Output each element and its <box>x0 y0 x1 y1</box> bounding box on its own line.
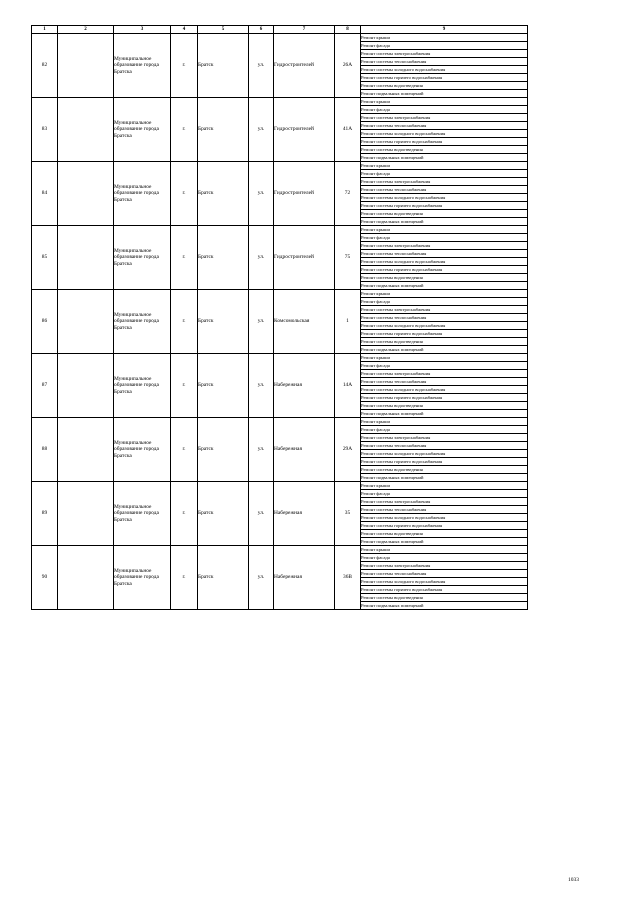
empty-cell-cell <box>58 546 114 610</box>
locality-type-cell: г. <box>171 34 198 98</box>
row-number-cell: 82 <box>32 34 58 98</box>
work-item-cell: Ремонт системы электроснабжения <box>361 434 528 442</box>
work-item-cell: Ремонт системы электроснабжения <box>361 242 528 250</box>
locality-type-cell: г. <box>171 418 198 482</box>
work-item-cell: Ремонт системы холодного водоснабжения <box>361 130 528 138</box>
work-item-cell: Ремонт системы теплоснабжения <box>361 570 528 578</box>
work-item-cell: Ремонт системы водоотведения <box>361 82 528 90</box>
empty-cell-cell <box>58 98 114 162</box>
work-item-cell: Ремонт крыши <box>361 162 528 170</box>
table-row <box>32 482 528 490</box>
work-item-cell: Ремонт системы холодного водоснабжения <box>361 258 528 266</box>
locality-type-cell: г. <box>171 162 198 226</box>
work-item-cell: Ремонт крыши <box>361 98 528 106</box>
work-item-cell: Ремонт системы электроснабжения <box>361 50 528 58</box>
work-item-cell: Ремонт крыши <box>361 482 528 490</box>
work-item-cell: Ремонт крыши <box>361 290 528 298</box>
work-item-cell: Ремонт системы электроснабжения <box>361 498 528 506</box>
house-number-cell: 26А <box>335 34 361 98</box>
row-number-cell: 86 <box>32 290 58 354</box>
work-item-cell: Ремонт системы водоотведения <box>361 594 528 602</box>
row-number-cell: 85 <box>32 226 58 290</box>
street-type-cell: ул. <box>249 418 274 482</box>
table-row <box>32 418 528 426</box>
table-row <box>32 162 528 170</box>
city-cell: Братск <box>198 418 249 482</box>
municipality-cell: Муниципальное образование города Братска <box>114 290 171 354</box>
house-number-cell: 29А <box>335 418 361 482</box>
street-cell: Набережная <box>274 546 335 610</box>
house-number-cell: 35 <box>335 482 361 546</box>
street-type-cell: ул. <box>249 98 274 162</box>
work-item-cell: Ремонт системы теплоснабжения <box>361 378 528 386</box>
empty-cell-cell <box>58 418 114 482</box>
work-item-cell: Ремонт системы электроснабжения <box>361 114 528 122</box>
house-number-cell: 41А <box>335 98 361 162</box>
work-item-cell: Ремонт системы холодного водоснабжения <box>361 450 528 458</box>
street-cell: Комсомольская <box>274 290 335 354</box>
empty-cell-cell <box>58 34 114 98</box>
page-number: 1033 <box>568 877 579 883</box>
work-item-cell: Ремонт подвальных помещений <box>361 90 528 98</box>
work-item-cell: Ремонт фасада <box>361 426 528 434</box>
work-item-cell: Ремонт системы водоотведения <box>361 146 528 154</box>
work-item-cell: Ремонт системы горячего водоснабжения <box>361 586 528 594</box>
work-item-cell: Ремонт системы теплоснабжения <box>361 250 528 258</box>
municipality-cell: Муниципальное образование города Братска <box>114 98 171 162</box>
city-cell: Братск <box>198 290 249 354</box>
work-item-cell: Ремонт системы водоотведения <box>361 530 528 538</box>
work-item-cell: Ремонт подвальных помещений <box>361 346 528 354</box>
work-item-cell: Ремонт системы горячего водоснабжения <box>361 394 528 402</box>
street-cell: Гидростроителей <box>274 226 335 290</box>
table-row <box>32 34 528 42</box>
row-number-cell: 84 <box>32 162 58 226</box>
work-item-cell: Ремонт системы водоотведения <box>361 210 528 218</box>
column-header-1: 1 <box>32 26 58 34</box>
work-item-cell: Ремонт системы горячего водоснабжения <box>361 522 528 530</box>
work-item-cell: Ремонт фасада <box>361 298 528 306</box>
work-item-cell: Ремонт фасада <box>361 554 528 562</box>
row-number-cell: 89 <box>32 482 58 546</box>
empty-cell-cell <box>58 290 114 354</box>
column-header-4: 4 <box>171 26 198 34</box>
house-number-cell: 75 <box>335 226 361 290</box>
house-number-cell: 36В <box>335 546 361 610</box>
street-type-cell: ул. <box>249 34 274 98</box>
work-item-cell: Ремонт системы теплоснабжения <box>361 314 528 322</box>
street-type-cell: ул. <box>249 482 274 546</box>
table-row <box>32 546 528 554</box>
work-item-cell: Ремонт системы горячего водоснабжения <box>361 458 528 466</box>
street-cell: Набережная <box>274 418 335 482</box>
row-number-cell: 88 <box>32 418 58 482</box>
street-type-cell: ул. <box>249 290 274 354</box>
house-number-cell: 72 <box>335 162 361 226</box>
column-header-5: 5 <box>198 26 249 34</box>
work-item-cell: Ремонт системы теплоснабжения <box>361 506 528 514</box>
municipality-cell: Муниципальное образование города Братска <box>114 482 171 546</box>
house-number-cell: 1 <box>335 290 361 354</box>
work-item-cell: Ремонт крыши <box>361 226 528 234</box>
city-cell: Братск <box>198 98 249 162</box>
work-item-cell: Ремонт крыши <box>361 546 528 554</box>
table-row <box>32 226 528 234</box>
work-item-cell: Ремонт подвальных помещений <box>361 218 528 226</box>
work-item-cell: Ремонт системы холодного водоснабжения <box>361 578 528 586</box>
empty-cell-cell <box>58 226 114 290</box>
work-item-cell: Ремонт системы электроснабжения <box>361 370 528 378</box>
municipality-cell: Муниципальное образование города Братска <box>114 354 171 418</box>
work-item-cell: Ремонт фасада <box>361 490 528 498</box>
work-item-cell: Ремонт системы холодного водоснабжения <box>361 194 528 202</box>
city-cell: Братск <box>198 354 249 418</box>
work-item-cell: Ремонт подвальных помещений <box>361 602 528 610</box>
work-item-cell: Ремонт системы горячего водоснабжения <box>361 138 528 146</box>
work-item-cell: Ремонт системы холодного водоснабжения <box>361 386 528 394</box>
work-item-cell: Ремонт системы электроснабжения <box>361 562 528 570</box>
work-item-cell: Ремонт подвальных помещений <box>361 282 528 290</box>
work-item-cell: Ремонт системы теплоснабжения <box>361 442 528 450</box>
work-item-cell: Ремонт системы теплоснабжения <box>361 122 528 130</box>
row-number-cell: 90 <box>32 546 58 610</box>
column-header-2: 2 <box>58 26 114 34</box>
locality-type-cell: г. <box>171 290 198 354</box>
municipality-cell: Муниципальное образование города Братска <box>114 162 171 226</box>
column-header-7: 7 <box>274 26 335 34</box>
work-item-cell: Ремонт системы холодного водоснабжения <box>361 322 528 330</box>
table-row <box>32 354 528 362</box>
work-item-cell: Ремонт системы электроснабжения <box>361 306 528 314</box>
work-item-cell: Ремонт фасада <box>361 42 528 50</box>
work-item-cell: Ремонт крыши <box>361 418 528 426</box>
municipality-cell: Муниципальное образование города Братска <box>114 34 171 98</box>
work-item-cell: Ремонт фасада <box>361 106 528 114</box>
empty-cell-cell <box>58 162 114 226</box>
work-item-cell: Ремонт системы электроснабжения <box>361 178 528 186</box>
street-cell: Набережная <box>274 354 335 418</box>
city-cell: Братск <box>198 482 249 546</box>
work-item-cell: Ремонт системы горячего водоснабжения <box>361 202 528 210</box>
header-row <box>32 26 528 34</box>
house-number-cell: 14А <box>335 354 361 418</box>
table-body <box>32 34 528 610</box>
work-item-cell: Ремонт подвальных помещений <box>361 474 528 482</box>
city-cell: Братск <box>198 34 249 98</box>
municipality-cell: Муниципальное образование города Братска <box>114 546 171 610</box>
empty-cell-cell <box>58 482 114 546</box>
work-item-cell: Ремонт системы горячего водоснабжения <box>361 330 528 338</box>
column-header-9: 9 <box>361 26 528 34</box>
work-item-cell: Ремонт системы холодного водоснабжения <box>361 66 528 74</box>
work-item-cell: Ремонт системы теплоснабжения <box>361 58 528 66</box>
municipality-cell: Муниципальное образование города Братска <box>114 418 171 482</box>
work-item-cell: Ремонт фасада <box>361 234 528 242</box>
city-cell: Братск <box>198 162 249 226</box>
empty-cell-cell <box>58 354 114 418</box>
locality-type-cell: г. <box>171 226 198 290</box>
work-item-cell: Ремонт подвальных помещений <box>361 410 528 418</box>
city-cell: Братск <box>198 546 249 610</box>
street-cell: Набережная <box>274 482 335 546</box>
row-number-cell: 83 <box>32 98 58 162</box>
column-header-6: 6 <box>249 26 274 34</box>
city-cell: Братск <box>198 226 249 290</box>
row-number-cell: 87 <box>32 354 58 418</box>
work-item-cell: Ремонт крыши <box>361 354 528 362</box>
table-row <box>32 98 528 106</box>
work-item-cell: Ремонт фасада <box>361 362 528 370</box>
municipality-cell: Муниципальное образование города Братска <box>114 226 171 290</box>
work-item-cell: Ремонт подвальных помещений <box>361 538 528 546</box>
work-item-cell: Ремонт подвальных помещений <box>361 154 528 162</box>
work-item-cell: Ремонт системы водоотведения <box>361 338 528 346</box>
work-item-cell: Ремонт системы горячего водоснабжения <box>361 266 528 274</box>
street-cell: Гидростроителей <box>274 34 335 98</box>
street-type-cell: ул. <box>249 546 274 610</box>
work-item-cell: Ремонт системы водоотведения <box>361 274 528 282</box>
locality-type-cell: г. <box>171 354 198 418</box>
street-type-cell: ул. <box>249 226 274 290</box>
street-type-cell: ул. <box>249 354 274 418</box>
table-row <box>32 290 528 298</box>
locality-type-cell: г. <box>171 482 198 546</box>
work-item-cell: Ремонт системы теплоснабжения <box>361 186 528 194</box>
column-header-3: 3 <box>114 26 171 34</box>
locality-type-cell: г. <box>171 546 198 610</box>
housing-repair-table <box>31 25 528 610</box>
column-header-8: 8 <box>335 26 361 34</box>
work-item-cell: Ремонт фасада <box>361 170 528 178</box>
work-item-cell: Ремонт системы холодного водоснабжения <box>361 514 528 522</box>
street-type-cell: ул. <box>249 162 274 226</box>
locality-type-cell: г. <box>171 98 198 162</box>
street-cell: Гидростроителей <box>274 162 335 226</box>
work-item-cell: Ремонт крыши <box>361 34 528 42</box>
work-item-cell: Ремонт системы водоотведения <box>361 402 528 410</box>
work-item-cell: Ремонт системы горячего водоснабжения <box>361 74 528 82</box>
work-item-cell: Ремонт системы водоотведения <box>361 466 528 474</box>
street-cell: Гидростроителей <box>274 98 335 162</box>
